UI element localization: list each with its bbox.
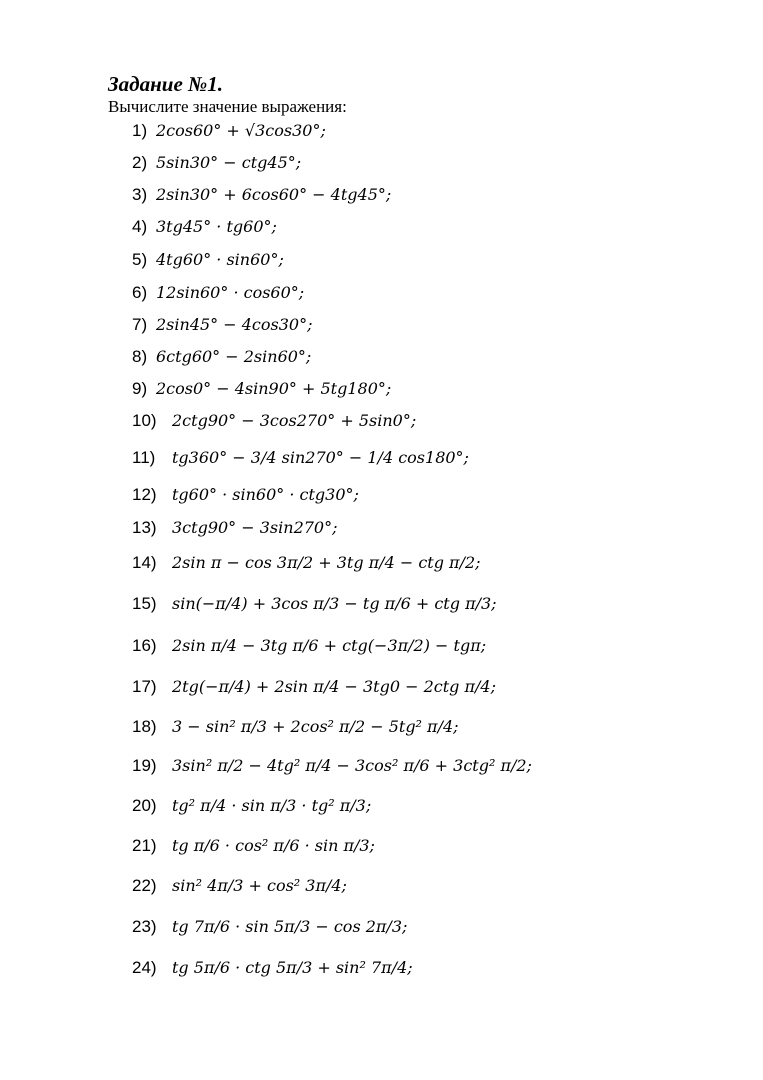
problem-number: 14): [132, 553, 157, 572]
problem-expression: tg π/6 · cos² π/6 · sin π/3;: [172, 836, 375, 855]
problem-number: 18): [132, 717, 157, 736]
problem-number: 4): [132, 217, 148, 236]
problem-number: 20): [132, 796, 157, 815]
problem-number: 1): [132, 121, 148, 140]
task-instruction: Вычислите значение выражения:: [108, 97, 347, 116]
problem-expression: tg60° · sin60° · ctg30°;: [172, 485, 359, 504]
problem-expression: 2sin π − cos 3π/2 + 3tg π/4 − ctg π/2;: [172, 553, 481, 572]
problem-number: 19): [132, 756, 157, 775]
problem-expression: tg 5π/6 · ctg 5π/3 + sin² 7π/4;: [172, 958, 413, 977]
problem-expression: 3 − sin² π/3 + 2cos² π/2 − 5tg² π/4;: [172, 717, 459, 736]
problem-number: 5): [132, 250, 148, 269]
problem-expression: 2ctg90° − 3cos270° + 5sin0°;: [172, 411, 417, 430]
problem-number: 24): [132, 958, 157, 977]
problem-expression: 4tg60° · sin60°;: [156, 250, 284, 269]
problem-expression: 2sin30° + 6cos60° − 4tg45°;: [156, 185, 392, 204]
problem-expression: 2tg(−π/4) + 2sin π/4 − 3tg0 − 2ctg π/4;: [172, 677, 496, 696]
problem-number: 15): [132, 594, 157, 613]
problem-number: 12): [132, 485, 157, 504]
problem-expression: tg360° − 3/4 sin270° − 1/4 cos180°;: [172, 448, 469, 467]
problem-number: 6): [132, 283, 148, 302]
problem-number: 13): [132, 518, 157, 537]
problem-number: 2): [132, 153, 148, 172]
problem-expression: 2cos60° + √3cos30°;: [156, 121, 326, 140]
problem-number: 23): [132, 917, 157, 936]
problem-number: 16): [132, 636, 157, 655]
problem-number: 8): [132, 347, 148, 366]
problem-expression: tg 7π/6 · sin 5π/3 − cos 2π/3;: [172, 917, 408, 936]
problem-number: 10): [132, 411, 157, 430]
problem-expression: 3sin² π/2 − 4tg² π/4 − 3cos² π/6 + 3ctg² π/2;: [172, 756, 532, 775]
task-title: Задание №1.: [108, 72, 223, 96]
problem-number: 7): [132, 315, 148, 334]
problem-expression: sin² 4π/3 + cos² 3π/4;: [172, 876, 347, 895]
problem-expression: 2sin π/4 − 3tg π/6 + ctg(−3π/2) − tgπ;: [172, 636, 487, 655]
problem-number: 11): [132, 448, 156, 467]
problem-number: 22): [132, 876, 157, 895]
problem-expression: 12sin60° · cos60°;: [156, 283, 305, 302]
problem-expression: 3ctg90° − 3sin270°;: [172, 518, 338, 537]
problem-expression: 5sin30° − ctg45°;: [156, 153, 302, 172]
problem-number: 9): [132, 379, 148, 398]
problem-expression: 6ctg60° − 2sin60°;: [156, 347, 312, 366]
problem-expression: sin(−π/4) + 3cos π/3 − tg π/6 + ctg π/3;: [172, 594, 497, 613]
problem-expression: tg² π/4 · sin π/3 · tg² π/3;: [172, 796, 372, 815]
problem-number: 21): [132, 836, 157, 855]
problem-number: 17): [132, 677, 157, 696]
problem-expression: 2cos0° − 4sin90° + 5tg180°;: [156, 379, 392, 398]
problem-expression: 3tg45° · tg60°;: [156, 217, 277, 236]
problem-expression: 2sin45° − 4cos30°;: [156, 315, 313, 334]
problem-number: 3): [132, 185, 148, 204]
